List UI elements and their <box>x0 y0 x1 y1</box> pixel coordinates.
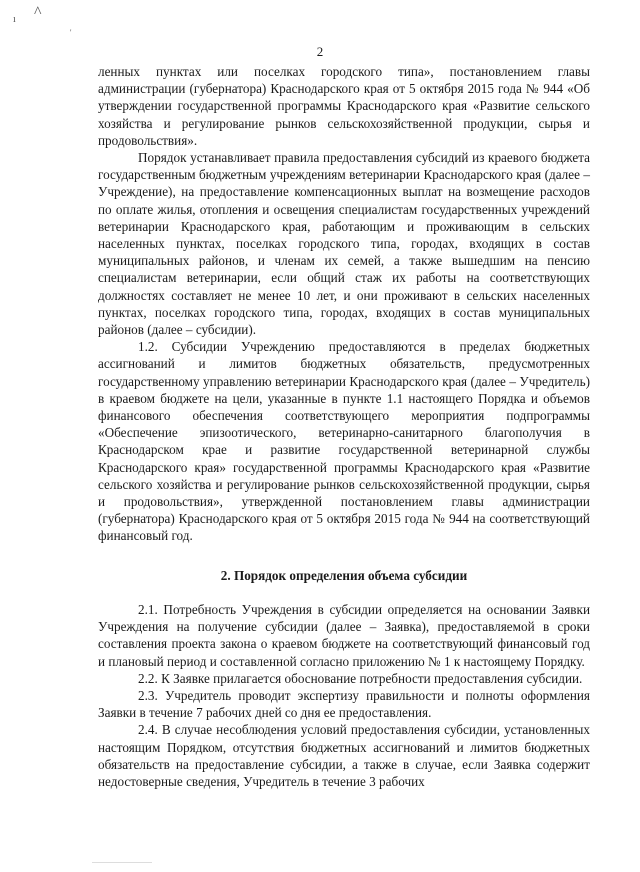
scan-mark: ^ <box>34 4 42 21</box>
section-heading: 2. Порядок определения объема субсидии <box>220 567 468 583</box>
scan-mark: ı <box>13 14 16 25</box>
page-number: 2 <box>316 44 324 59</box>
paragraph: 1.2. Субсидии Учреждению предоставляются в пределах бюджетных ассигнований и лимитов бюджетных обязательств, предусмотренных государственному управлению ветеринарии Краснодарского края (далее – Учредитель) в краевом бюджете на цели, указанные в пункте 1.1 настоящего Порядка и объемов финансового обеспечения соответствующего мероприятия подпрограммы «Обеспечение эпизоотического, ветеринарно-санитарного благополучия в Краснодарском крае и развитие государственной ветеринарной службы Краснодарского края» государственной программы Краснодарского края «Развитие сельского хозяйства и регулирование рынков сельскохозяйственной продукции, сырья и продовольствия», утвержденной постановлением главы администрации (губернатора) Краснодарского края от 5 октября 2015 года № 944 на соответствующий финансовый год. <box>98 339 590 544</box>
paragraph: 2.4. В случае несоблюдения условий предоставления субсидии, установленных настоящим Порядком, отсутствия бюджетных ассигнований и лимитов бюджетных обязательств на предоставление субсидии, а также в случае, если Заявка содержит недостоверные сведения, Учредитель в течение 3 рабочих <box>98 722 590 789</box>
scan-artifact <box>92 862 152 863</box>
paragraph: Порядок устанавливает правила предоставления субсидий из краевого бюджета государственным бюджетным учреждениям ветеринарии Краснодарского края (далее – Учреждение), на предоставление компенсационных выплат на возмещение расходов по оплате жилья, отопления и освещения специалистам государственных учреждений ветеринарии Краснодарского края, работающим и проживающим в сельских населенных пунктах, поселках городского типа, городах, входящих в состав муниципальных районов, и членам их семей, а также вышедшим на пенсию специалистам ветеринарии, если общий стаж их работы на соответствующих должностях составляет не менее 10 лет, и они проживают в сельских населенных пунктах, поселках городского типа, городах, входящих в состав муниципальных районов (далее – субсидии). <box>98 150 590 338</box>
scan-mark: ' <box>70 28 72 37</box>
document-body <box>98 63 590 790</box>
paragraph: 2.2. К Заявке прилагается обоснование потребности предоставления субсидии. <box>138 670 583 686</box>
paragraph: 2.3. Учредитель проводит экспертизу правильности и полноты оформления Заявки в течение 7 рабочих дней со дня ее предоставления. <box>98 687 590 721</box>
paragraph: ленных пунктах или поселках городского типа», постановлением главы администрации (губернатора) Краснодарского края от 5 октября 2015 года № 944 «Об утверждении государственной программы Краснодарского края «Развитие сельского хозяйства и регулирование рынков сельскохозяйственной продукции, сырья и продовольствия». <box>98 64 590 148</box>
paragraph: 2.1. Потребность Учреждения в субсидии определяется на основании Заявки Учреждения на получение субсидии (далее – Заявка), предоставляемой в сроки составления проекта закона о краевом бюджете на соответствующий финансовый год и плановый период и составленной согласно приложению № 1 к настоящему Порядку. <box>98 601 590 669</box>
